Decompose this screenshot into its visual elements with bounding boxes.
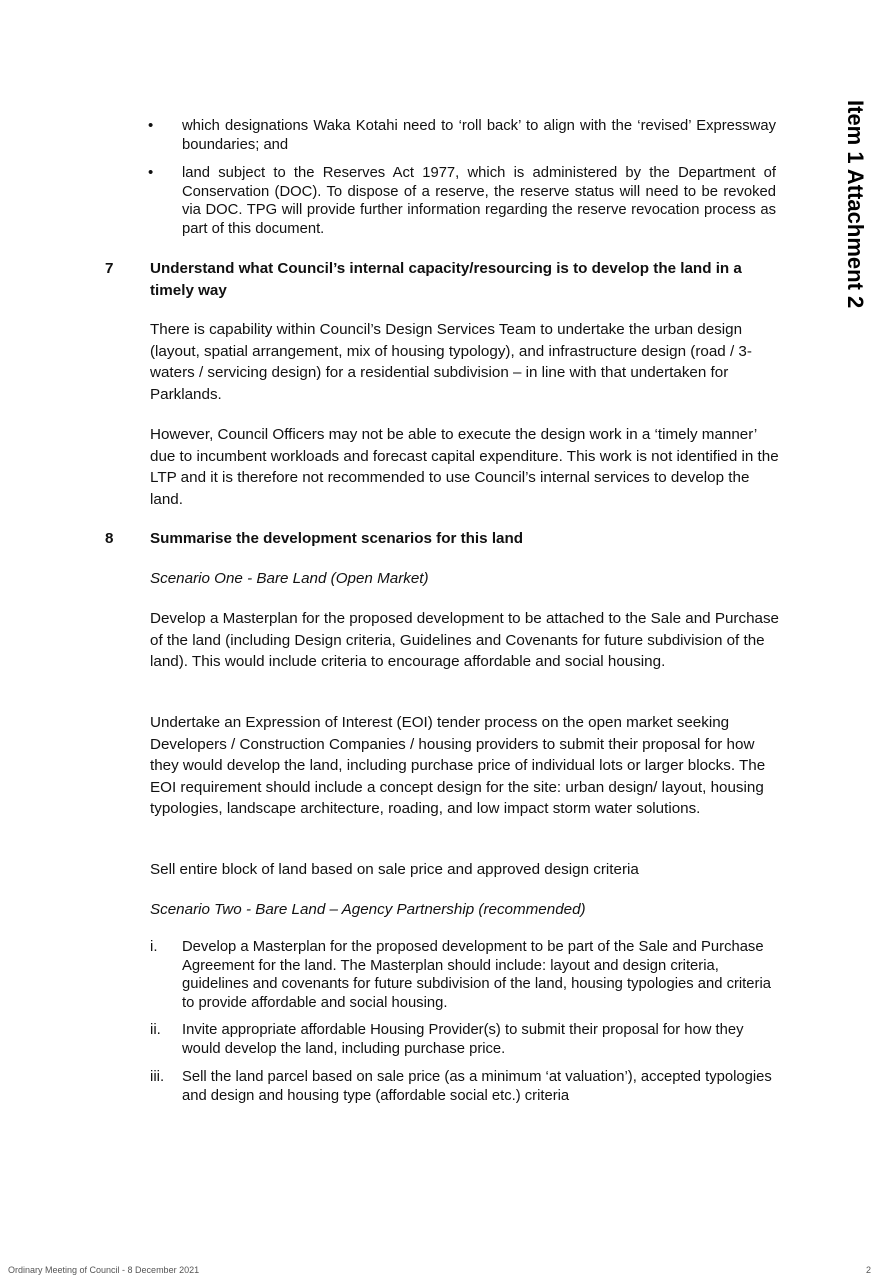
scenario-one-title: Scenario One - Bare Land (Open Market) (150, 570, 429, 587)
bullet-text-designations: which designations Waka Kotahi need to ‘roll back’ to align with the ‘revised’ Expressway boundaries; and (182, 118, 776, 153)
section-7-number: 7 (105, 260, 114, 277)
bullet-marker: • (148, 164, 154, 181)
attachment-side-label: Item 1 Attachment 2 (843, 100, 868, 309)
scenario-one-paragraph-sell: Sell entire block of land based on sale price and approved design criteria (150, 861, 639, 878)
scenario-two-item-invite: Invite appropriate affordable Housing Provider(s) to submit their proposal for how they would develop the land, including purchase price. (182, 1022, 744, 1057)
section-7-paragraph-capability: There is capability within Council’s Design Services Team to undertake the urban design (layout, spatial arrangement, mix of housing typology), and infrastructure design (road / 3-waters / servicing design) for a residential subdivision – in line with that undertaken for Parklands. (150, 321, 752, 403)
scenario-one-paragraph-eoi: Undertake an Expression of Interest (EOI) tender process on the open market seeking Developers / Construction Companies / housing providers to submit their proposal for how they would develop the land, including purchase price of individual lots or larger blocks. The EOI requirement should include a concept design for the site: urban design/ layout, housing typologies, landscape architecture, roading, and low impact storm water solutions. (150, 714, 766, 817)
list-marker: iii. (150, 1068, 165, 1085)
scenario-one-paragraph-masterplan: Develop a Masterplan for the proposed development to be attached to the Sale and Purchase of the land (including Design criteria, Guidelines and Covenants for future subdivision of the land). This would include criteria to encourage affordable and social housing. (150, 610, 780, 670)
bullet-marker: • (148, 117, 154, 134)
list-marker: ii. (150, 1021, 161, 1038)
section-8-heading: Summarise the development scenarios for this land (150, 530, 524, 547)
scenario-two-item-sell: Sell the land parcel based on sale price (as a minimum ‘at valuation’), accepted typologies and design and housing type (affordable social etc.) criteria (182, 1069, 772, 1104)
list-marker: i. (150, 938, 158, 955)
page-number: 2 (866, 1265, 872, 1275)
section-7-heading: Understand what Council’s internal capacity/resourcing is to develop the land in a timely way (150, 260, 742, 299)
page-footer: Ordinary Meeting of Council - 8 December 2021 (8, 1265, 200, 1275)
bullet-text-reserves-act: land subject to the Reserves Act 1977, which is administered by the Department of Conservation (DOC). To dispose of a reserve, the reserve status will need to be revoked via DOC. TPG will provide further information regarding the reserve revocation process as part of this document. (182, 165, 776, 238)
section-7-paragraph-timeliness: However, Council Officers may not be able to execute the design work in a ‘timely manner’ due to incumbent workloads and forecast capital expenditure. This work is not identified in the LTP and it is therefore not recommended to use Council’s internal services to develop the land. (150, 426, 779, 508)
scenario-two-title: Scenario Two - Bare Land – Agency Partnership (recommended) (150, 901, 586, 918)
scenario-two-item-masterplan: Develop a Masterplan for the proposed development to be part of the Sale and Purchase Agreement for the land. The Masterplan should include: layout and design criteria, guidelines and covenants for future subdivision of the land, housing typologies and criteria to provide affordable and social housing. (182, 939, 771, 1012)
section-8-number: 8 (105, 530, 114, 547)
